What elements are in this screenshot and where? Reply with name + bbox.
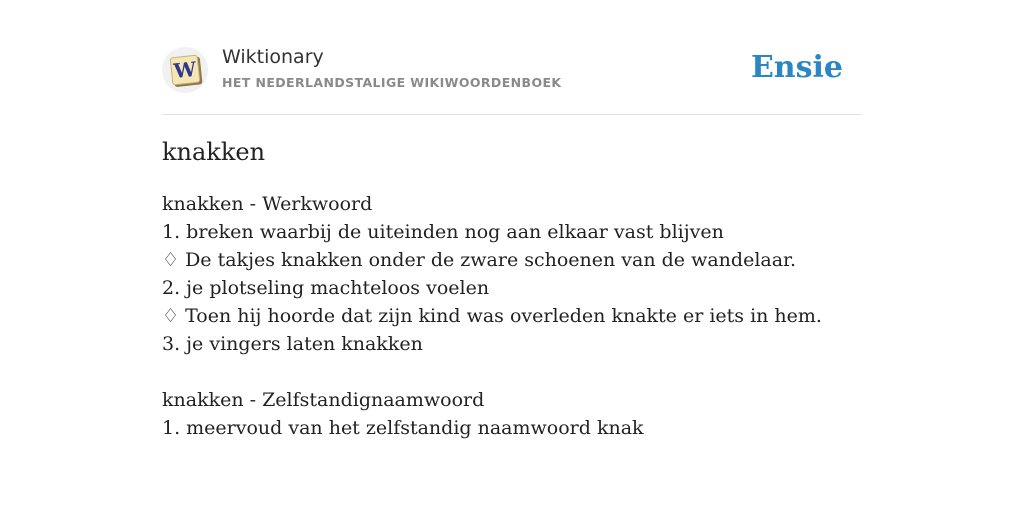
ensie-brand-link[interactable]: Ensie xyxy=(750,50,843,85)
entry-heading: knakken - Werkwoord xyxy=(162,193,373,215)
entry-zelfstandignaamwoord xyxy=(162,386,862,442)
wiktionary-logo[interactable] xyxy=(162,47,208,93)
wiktionary-logo-icon: W xyxy=(170,55,201,86)
site-subtitle: HET NEDERLANDSTALIGE WIKIWOORDENBOEK xyxy=(222,75,562,90)
definition-line: 2. je plotseling machteloos voelen xyxy=(162,277,490,299)
definition-line: 1. meervoud van het zelfstandig naamwoord knak xyxy=(162,417,644,439)
page-title: knakken xyxy=(162,138,266,166)
example-line: ♢ De takjes knakken onder de zware schoenen van de wandelaar. xyxy=(162,249,797,271)
entry-heading: knakken - Zelfstandignaamwoord xyxy=(162,389,485,411)
entry-werkwoord xyxy=(162,190,862,358)
example-line: ♢ Toen hij hoorde dat zijn kind was overleden knakte er iets in hem. xyxy=(162,305,822,327)
entry-divider xyxy=(162,358,862,386)
site-name[interactable]: Wiktionary xyxy=(222,46,324,68)
definition-content xyxy=(162,190,862,442)
definition-line: 3. je vingers laten knakken xyxy=(162,333,423,355)
definition-line: 1. breken waarbij de uiteinden nog aan elkaar vast blijven xyxy=(162,221,724,243)
site-header xyxy=(162,44,862,115)
